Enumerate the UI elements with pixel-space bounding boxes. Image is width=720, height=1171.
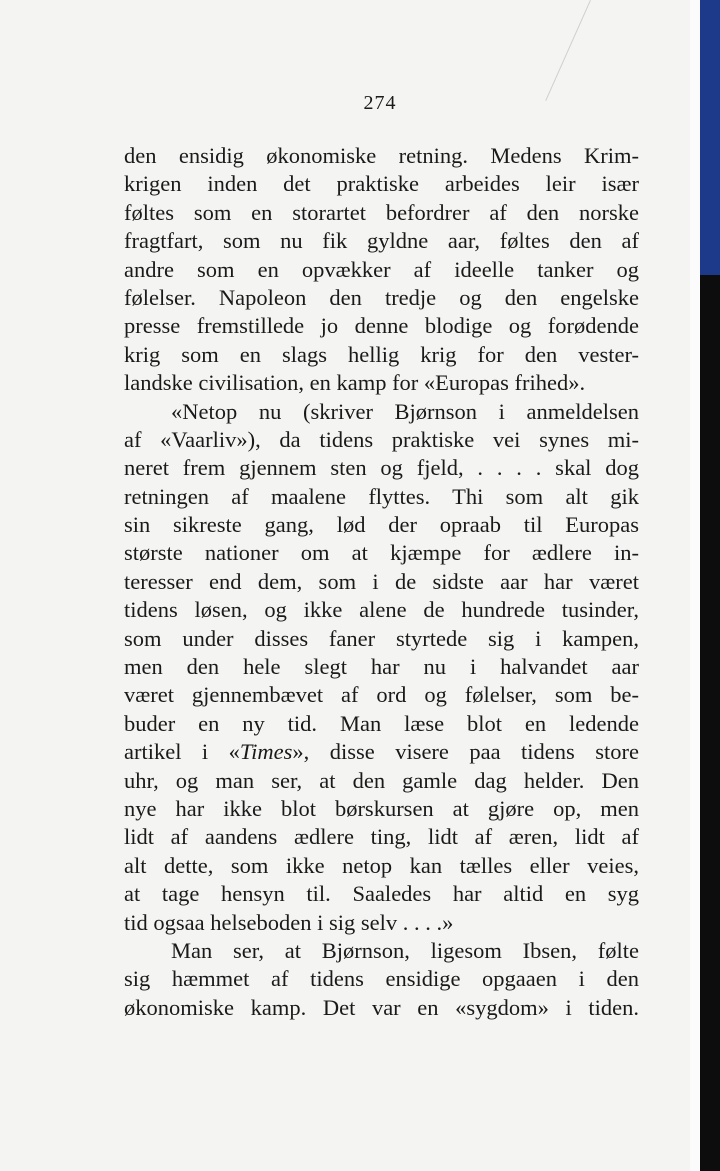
text-line-italic [124, 738, 639, 766]
text-line: buder en ny tid. Man læse blot en ledende [124, 710, 639, 736]
text-line: tidens løsen, og ikke alene de hundrede tusinder, [124, 597, 639, 623]
text-line: som under disses faner styrtede sig i kampen, [124, 625, 639, 651]
text-line: største nationer om at kjæmpe for ædlere in- [124, 540, 639, 566]
text-line: lidt af aandens ædlere ting, lidt af æren, lidt af [124, 824, 639, 850]
text-line: fragtfart, som nu fik gyldne aar, føltes den af [124, 228, 639, 254]
text-segment: artikel i « [124, 739, 240, 765]
text-line: følelser. Napoleon den tredje og den engelske [124, 284, 639, 310]
text-line: krig som en slags hellig krig for den vester- [124, 341, 639, 367]
text-line: økonomiske kamp. Det var en «sygdom» i tiden. [124, 994, 639, 1020]
text-line: alt dette, som ikke netop kan tælles eller veies, [124, 852, 639, 878]
text-line: sin sikreste gang, lød der opraab til Europas [124, 512, 639, 538]
text-segment: », disse visere paa tidens store [292, 739, 639, 765]
text-line: føltes som en storartet befordrer af den norske [124, 199, 639, 225]
text-line: af «Vaarliv»), da tidens praktiske vei synes mi- [124, 426, 639, 452]
text-line: «Netop nu (skriver Bjørnson i anmeldelsen [171, 398, 639, 424]
text-line: teresser end dem, som i de sidste aar har været [124, 568, 639, 594]
text-line: retningen af maalene flyttes. Thi som alt gik [124, 483, 639, 509]
text-line: men den hele slegt har nu i halvandet aar [124, 654, 639, 680]
text-line: uhr, og man ser, at den gamle dag helder. Den [124, 767, 639, 793]
scan-border-blue [700, 0, 720, 275]
text-line: andre som en opvækker af ideelle tanker og [124, 256, 639, 282]
text-line: sig hæmmet af tidens ensidige opgaaen i den [124, 966, 639, 992]
italic-title: Times [239, 739, 293, 765]
body-text [124, 142, 639, 1022]
text-line: at tage hensyn til. Saaledes har altid en syg [124, 881, 639, 907]
page-edge [690, 0, 700, 1171]
text-line: været gjennembævet af ord og følelser, som be- [124, 682, 639, 708]
text-line: den ensidig økonomiske retning. Medens Krim- [124, 143, 639, 168]
page-number: 274 [363, 92, 397, 114]
text-line: krigen inden det praktiske arbeides leir især [124, 171, 639, 197]
text-line: tid ogsaa helseboden i sig selv . . . .» [124, 909, 454, 935]
text-line: nye har ikke blot børskursen at gjøre op, men [124, 795, 639, 821]
text-line: Man ser, at Bjørnson, ligesom Ibsen, følte [171, 937, 639, 963]
text-line: presse fremstillede jo denne blodige og forødende [124, 313, 639, 339]
text-line: neret frem gjennem sten og fjeld, . . . . skal dog [124, 455, 639, 481]
text-line: landske civilisation, en kamp for «Europas frihed». [124, 370, 586, 396]
